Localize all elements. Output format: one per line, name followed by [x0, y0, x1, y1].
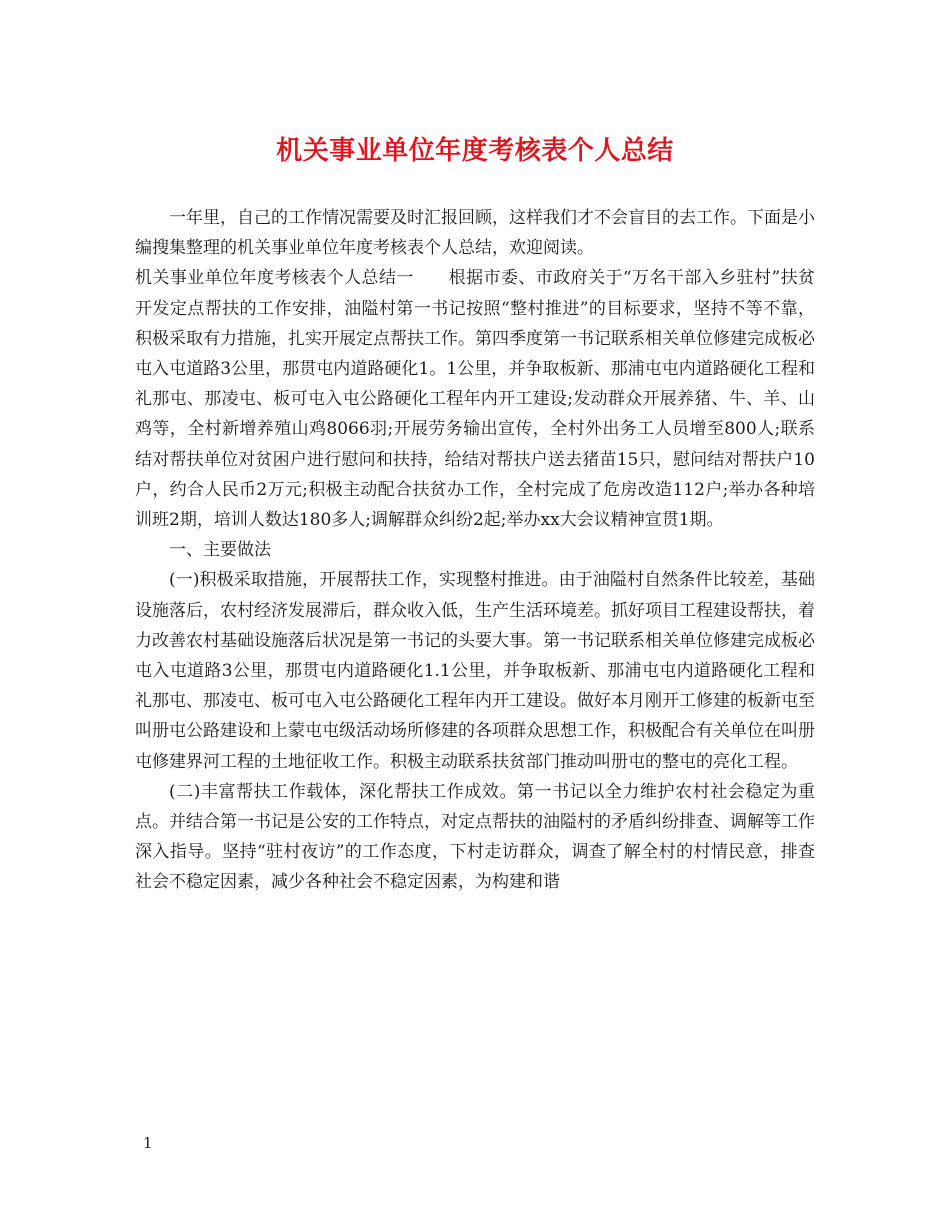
paragraph-method-two: (二)丰富帮扶工作载体，深化帮扶工作成效。第一书记以全力维护农村社会稳定为重点。并结合第一书记是公安的工作特点，对定点帮扶的油隘村的矛盾纠纷排查、调解等工作深入指导。坚持“驻村夜访”的工作态度，下村走访群众，调查了解全村的村情民意，排查社会不稳定因素，减少各种社会不稳定因素，为构建和谐	[135, 781, 815, 893]
paragraph-summary-one: 机关事业单位年度考核表个人总结一 根据市委、市政府关于“万名干部入乡驻村”扶贫开发定点帮扶的工作安排，油隘村第一书记按照“整村推进”的目标要求，坚持不等不靠，积极采取有力措施，扎实开展定点帮扶工作。第四季度第一书记联系相关单位修建完成板必屯入屯道路3公里，那贯屯内道路硬化1。1公里，并争取板新、那浦屯屯内道路硬化工程和礼那屯、那凌屯、板可屯入屯公路硬化工程年内开工建设;发动群众开展养猪、牛、羊、山鸡等，全村新增养殖山鸡8066羽;开展劳务输出宣传，全村外出务工人员增至800人;联系结对帮扶单位对贫困户进行慰问和扶持，给结对帮扶户送去猪苗15只，慰问结对帮扶户10户，约合人民币2万元;积极主动配合扶贫办工作，全村完成了危房改造112户;举办各种培训班2期，培训人数达180多人;调解群众纠纷2起;举办xx大会议精神宣贯1期。	[135, 268, 815, 531]
page-number: 1	[143, 1134, 153, 1152]
document-body	[135, 203, 815, 898]
paragraph-method-one: (一)积极采取措施，开展帮扶工作，实现整村推进。由于油隘村自然条件比较差，基础设施落后，农村经济发展滞后，群众收入低，生产生活环境差。抓好项目工程建设帮扶，着力改善农村基础设施落后状况是第一书记的头要大事。第一书记联系相关单位修建完成板必屯入屯道路3公里，那贯屯内道路硬化1.1公里，并争取板新、那浦屯屯内道路硬化工程和礼那屯、那凌屯、板可屯入屯公路硬化工程年内开工建设。做好本月刚开工修建的板新屯至叫册屯公路建设和上蒙屯屯级活动场所修建的各项群众思想工作，积极配合有关单位在叫册屯修建界河工程的土地征收工作。积极主动联系扶贫部门推动叫册屯的整屯的亮化工程。	[135, 570, 815, 772]
section-heading-main-methods: 一、主要做法	[169, 540, 271, 561]
paragraph-intro: 一年里，自己的工作情况需要及时汇报回顾，这样我们才不会盲目的去工作。下面是小编搜集整理的机关事业单位年度考核表个人总结，欢迎阅读。	[135, 208, 815, 259]
document-title: 机关事业单位年度考核表个人总结	[276, 136, 674, 166]
